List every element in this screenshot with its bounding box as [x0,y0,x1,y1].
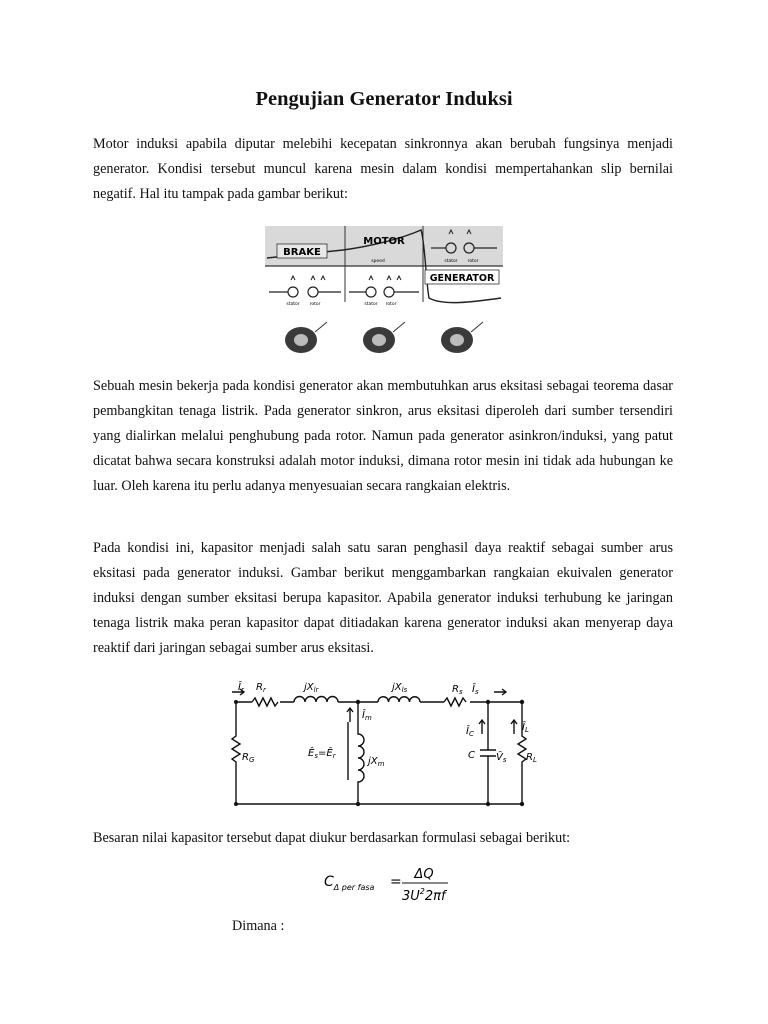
il-arrow [511,720,517,734]
c-label: C [468,750,475,761]
generator-label: GENERATOR [429,273,495,284]
ir-label: $Î_r$ [238,682,244,694]
im-label: $Î_m$ [362,710,372,722]
jxls-label: $jX_{ls}$ [392,682,408,694]
rr-resistor [252,698,278,706]
svg-text:stator: stator [286,302,300,307]
paragraph-excitation: Sebuah mesin bekerja pada kondisi generator akan membutuhkan arus eksitasi sebagai teorema dasar pembangkitan tenaga listrik. Pada generator sinkron, arus eksitasi diperoleh dari sumber tersendiri yang dialirkan melalui penghubung pada rotor. Namun pada generator asinkron/induksi, yang patut dicatat bahwa secara konstruksi adalah motor induksi, dimana rotor mesin ini tidak ada hubungan ke luar. Oleh karena itu perlu adanya menyesuaian secara rangkaian elektris. [93,378,673,494]
rl-label: $R_L$ [526,752,537,764]
vs-label: $V̂_s$ [496,752,507,764]
speed-label: speed [371,259,385,264]
equivalent-circuit-diagram [230,676,544,810]
motor-label: MOTOR [363,236,405,247]
rr-label: $R_r$ [256,682,266,694]
svg-text:stator: stator [364,302,378,307]
il-label: $Î_L$ [522,722,529,734]
capacitor-formula [318,862,478,906]
jxm-label: $jX_m$ [368,756,385,768]
operating-modes-figure [263,222,505,362]
rg-label: $R_G$ [242,752,255,764]
svg-text:rotor: rotor [467,259,479,264]
svg-text:stator: stator [444,259,458,264]
jxlr-label: $jX_{lr}$ [304,682,319,694]
formula-denominator: $3U^22\pi f$ [402,887,446,904]
paragraph-intro: Motor induksi apabila diputar melebihi kecepatan sinkronnya akan berubah fungsinya menjadi generator. Kondisi tersebut muncul karena mesin dalam kondisi mempertahankan slip bernilai negatif. Hal itu tampak pada gambar berikut: [93,136,673,202]
ic-label: $Î_C$ [466,726,474,738]
document-title: Pengujian Generator Induksi [255,88,513,110]
paragraph-capacitor: Pada kondisi ini, kapasitor menjadi salah satu saran penghasil daya reaktif sebagai sumber arus eksitasi pada generator induksi. Gambar berikut menggambarkan rangkaian ekuivalen generator induksi dengan sumber eksitasi berupa kapasitor. Apabila generator induksi terhubung ke jaringan tenaga listrik maka peran kapasitor dapat ditiadakan karena generator induksi akan menyerap daya reaktif dari jaringan sebagai sumber arus eksitasi. [93,540,673,656]
formula-numerator: ΔQ [414,867,434,882]
es-er-label: $Ê_s=Ê_r$ [308,748,336,760]
c-capacitor [480,702,496,804]
dimana-label: Dimana : [232,918,285,934]
svg-text:rotor: rotor [385,302,397,307]
rl-resistor [518,702,526,804]
brake-label: BRAKE [283,247,321,258]
jxlr-inductor [294,697,338,703]
rs-label: $R_s$ [452,684,463,696]
svg-text:rotor: rotor [309,302,321,307]
is-arrow [494,689,506,695]
jxls-inductor [378,697,420,702]
formula-equals: = [390,874,402,890]
ic-arrow [479,720,485,734]
paragraph-formula-intro: Besaran nilai kapasitor tersebut dapat diukur berdasarkan formulasi sebagai berikut: [93,830,571,846]
rs-resistor [444,698,466,706]
is-label: $Î_s$ [472,684,479,696]
im-arrow [347,708,353,722]
rg-resistor [232,702,240,804]
formula-lhs: $C_{\Delta per fasa}$ [324,874,375,892]
